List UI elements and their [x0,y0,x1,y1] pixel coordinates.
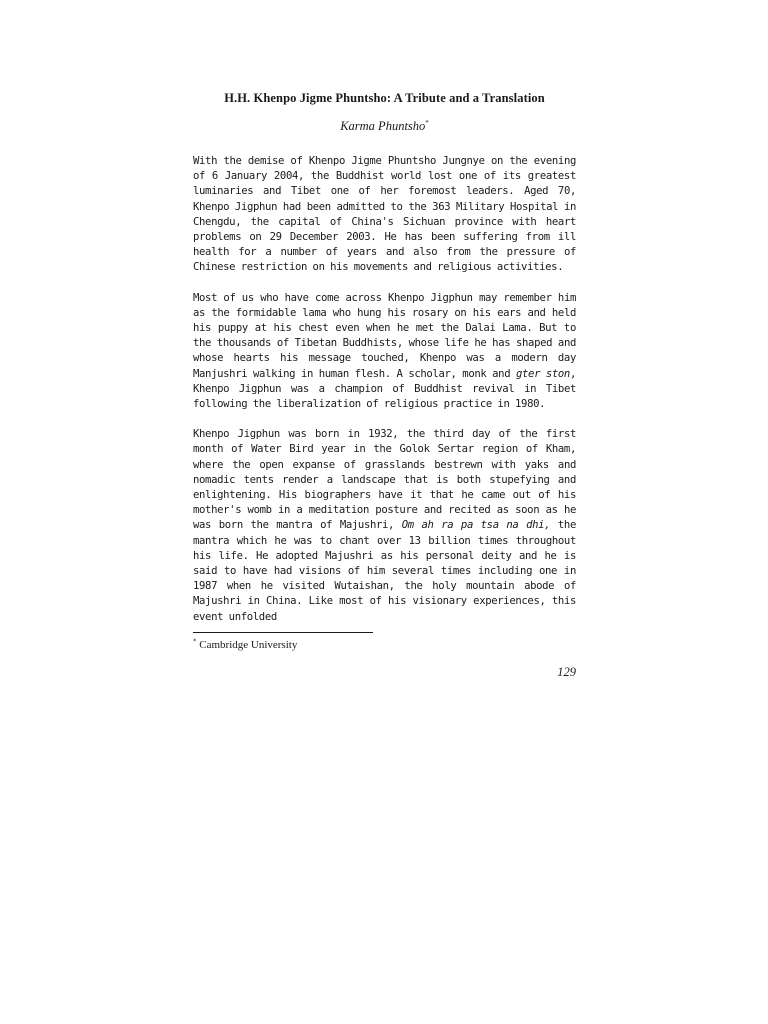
paragraph-2-text-b: , Khenpo Jigphun was a champion of Buddhist revival in Tibet following the liberalization of religious practice in 1980. [193,367,576,411]
footnote-marker: * [193,637,197,646]
paragraph-1: With the demise of Khenpo Jigme Phuntsho Jungnye on the evening of 6 January 2004, the Buddhist world lost one of its greatest luminaries and Tibet one of her foremost leaders. Aged 70, Khenpo Jigphun had been admitted to the 363 Military Hospital in Chengdu, the capital of China's Sichuan province with heart problems on 29 December 2003. He has been suffering from ill health for a number of years and also from the pressure of Chinese restriction on his movements and religious activities. [193,155,576,274]
footnote-divider [193,632,373,633]
author-footnote-marker: * [425,118,429,127]
author-name: Karma Phuntsho [340,119,426,133]
paragraph-3 [193,427,576,625]
footnote [193,637,576,653]
paragraph-2-text-a: Most of us who have come across Khenpo Jigphun may remember him as the formidable lama who hung his rosary on his ears and held his puppy at his chest even when he met the Dalai Lama. But to the thousands of Tibetan Buddhists, whose life he has shaped and whose hearts his message touched, Khenpo was a modern day Manjushri walking in human flesh. A scholar, monk and [193,291,576,380]
article-title: H.H. Khenpo Jigme Phuntsho: A Tribute and a Translation [224,91,545,105]
paragraph-3-text-a: Khenpo Jigphun was born in 1932, the third day of the first month of Water Bird year in the Golok Sertar region of Kham, where the open expanse of grasslands bestrewn with yaks and nomadic tents render a landscape that is both stupefying and enlightening. His biographers have it that he came out of his mother's womb in a meditation posture and recited as soon as he was born the mantra of Majushri, [193,428,576,532]
paragraph-2 [193,291,576,413]
author-byline [193,116,576,136]
paragraph-2-italic-term: gter ston [515,367,570,380]
paragraph-3-italic-mantra: Om ah ra pa tsa na dhi, [401,519,551,532]
document-page [193,88,576,680]
paragraph-3-text-b: the mantra which he was to chant over 13 billion times throughout his life. He adopted Majushri as his personal deity and he is said to have had visions of him several times including one in 1987 when he visited Wutaishan, the holy mountain abode of Majushri in China. Like most of his visionary experiences, this event unfolded [193,519,576,623]
footnote-text: Cambridge University [196,638,298,651]
page-number: 129 [557,664,576,679]
